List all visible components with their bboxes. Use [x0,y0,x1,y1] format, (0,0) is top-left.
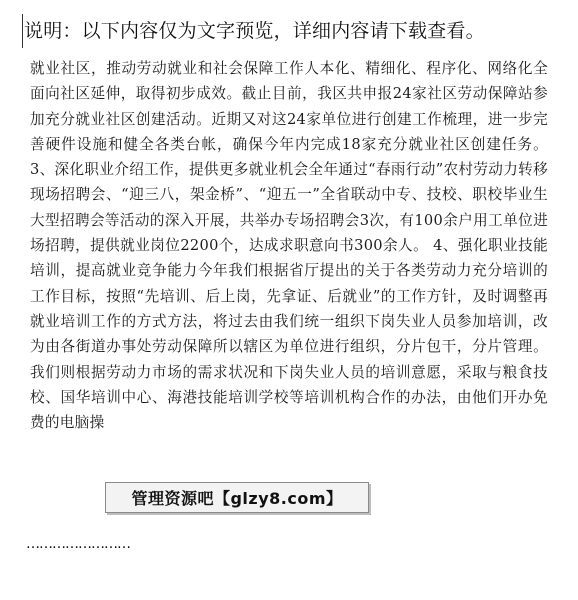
continuation-ellipsis: …………………… [26,536,130,552]
watermark-banner[interactable]: 管理资源吧【glzy8.com】 [105,482,369,513]
preview-notice: 说明：以下内容仅为文字预览，详细内容请下载查看。 [24,20,485,42]
document-body [30,56,548,435]
page-edge-line [22,14,23,48]
body-paragraph: 就业社区，推动劳动就业和社会保障工作人本化、精细化、程序化、网络化全面向社区延伸，取得初步成效。截止目前，我区共申报24家社区劳动保障站参加充分就业社区创建活动。近期又对这24家单位进行创建工作梳理，进一步完善硬件设施和健全各类台帐，确保今年内完成18家充分就业社区创建任务。3、深化职业介绍工作，提供更多就业机会全年通过“春雨行动”农村劳动力转移现场招聘会、“迎三八，架金桥”、“迎五一”全省联动中专、技校、职校毕业生大型招聘会等活动的深入开展，共举办专场招聘会3次，有100余户用工单位进场招聘，提供就业岗位2200个，达成求职意向书300余人。 4、强化职业技能培训，提高就业竞争能力今年我们根据省厅提出的关于各类劳动力充分培训的工作目标，按照“先培训、后上岗，先拿证、后就业”的工作方针，及时调整再就业培训工作的方式方法，将过去由我们统一组织下岗失业人员参加培训，改为由各街道办事处劳动保障所以辖区为单位进行组织，分片包干，分片管理。我们则根据劳动力市场的需求状况和下岗失业人员的培训意愿，采取与粮食技校、国华培训中心、海港技能培训学校等培训机构合作的办法，由他们开办免费的电脑操 [30,60,548,432]
